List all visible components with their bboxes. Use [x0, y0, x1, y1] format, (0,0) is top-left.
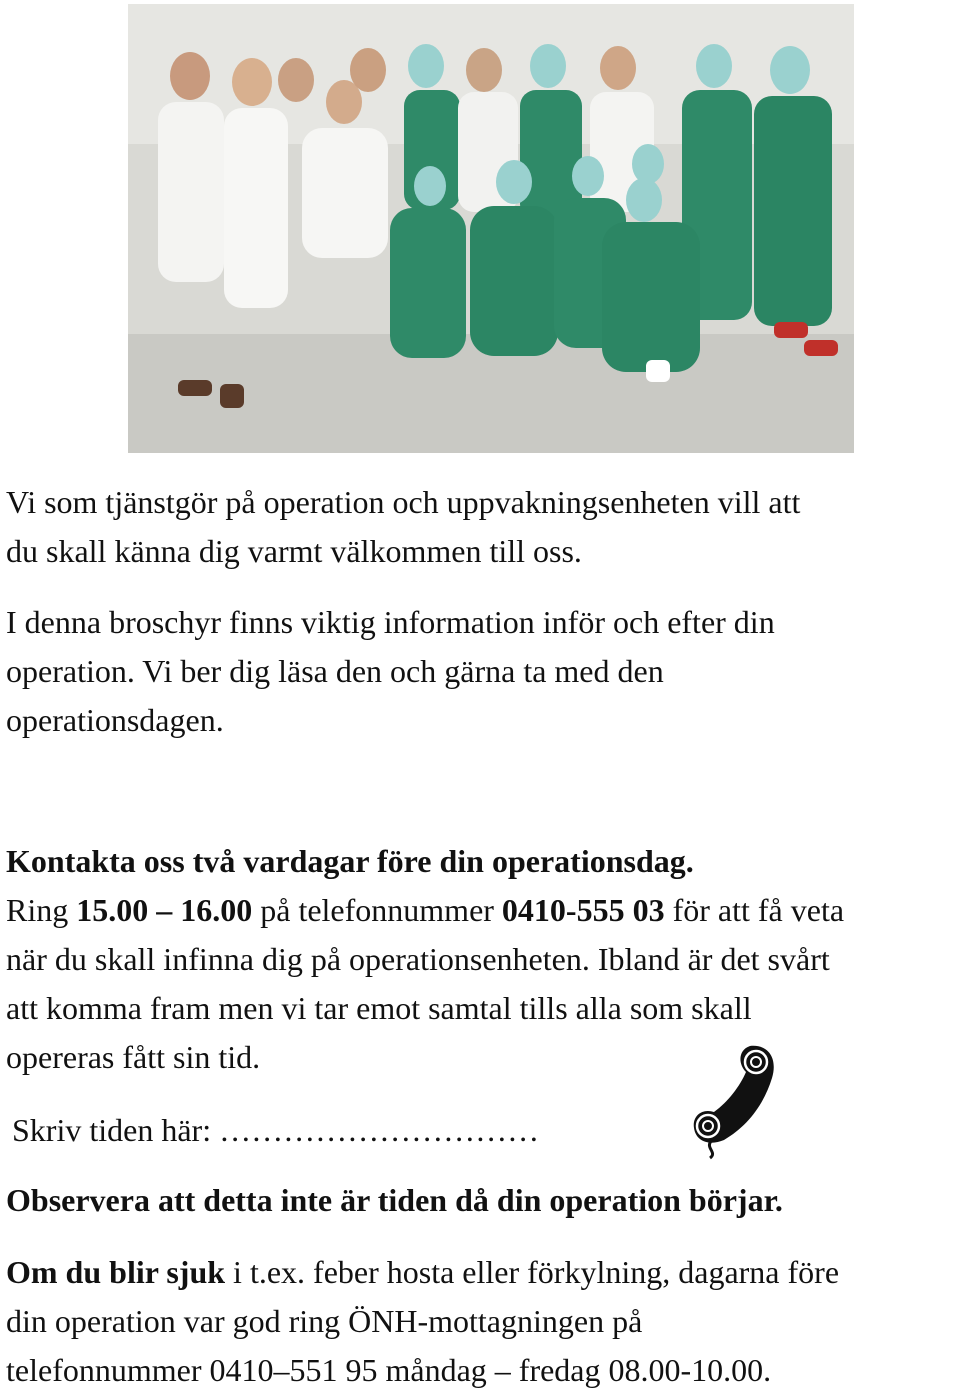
contact-heading: Kontakta oss två vardagar före din operationsdag. [6, 843, 694, 879]
ring-tail: för att få veta [664, 892, 845, 928]
staff-group-photo [128, 4, 854, 453]
contact-line-4: att komma fram men vi tar emot samtal tills alla som skall [6, 990, 752, 1026]
sick-line-1 [6, 1248, 839, 1297]
sick-rest: i t.ex. feber hosta eller förkylning, dagarna före [225, 1254, 840, 1290]
intro-line-2: du skall känna dig varmt välkommen till oss. [6, 533, 582, 569]
note-text: Observera att detta inte är tiden då din operation börjar. [6, 1182, 783, 1218]
contact-line-2 [6, 886, 844, 935]
intro-paragraph [6, 478, 800, 576]
telephone-handset-icon [688, 1042, 780, 1160]
write-time-line [12, 1106, 539, 1155]
write-time-label: Skriv tiden här: [12, 1112, 220, 1148]
sick-paragraph [6, 1248, 839, 1395]
info-paragraph [6, 598, 775, 745]
info-line-2: operation. Vi ber dig läsa den och gärna ta med den [6, 653, 664, 689]
info-line-3: operationsdagen. [6, 702, 224, 738]
sick-bold: Om du blir sjuk [6, 1254, 226, 1290]
write-time-dots: ………………………… [219, 1112, 540, 1148]
ring-time: 15.00 – 16.00 [76, 892, 253, 928]
info-line-1: I denna broschyr finns viktig information inför och efter din [6, 604, 775, 640]
intro-line-1: Vi som tjänstgör på operation och uppvakningsenheten vill att [6, 484, 801, 520]
contact-phone-number: 0410-555 03 [501, 892, 665, 928]
sick-line-3: telefonnummer 0410–551 95 måndag – fredag 08.00-10.00. [6, 1352, 772, 1388]
contact-line-5: opereras fått sin tid. [6, 1039, 261, 1075]
sick-line-2: din operation var god ring ÖNH-mottagningen på [6, 1303, 643, 1339]
ring-mid: på telefonnummer [252, 892, 502, 928]
ring-text: Ring [6, 892, 77, 928]
contact-line-3: när du skall infinna dig på operationsenheten. Ibland är det svårt [6, 941, 830, 977]
